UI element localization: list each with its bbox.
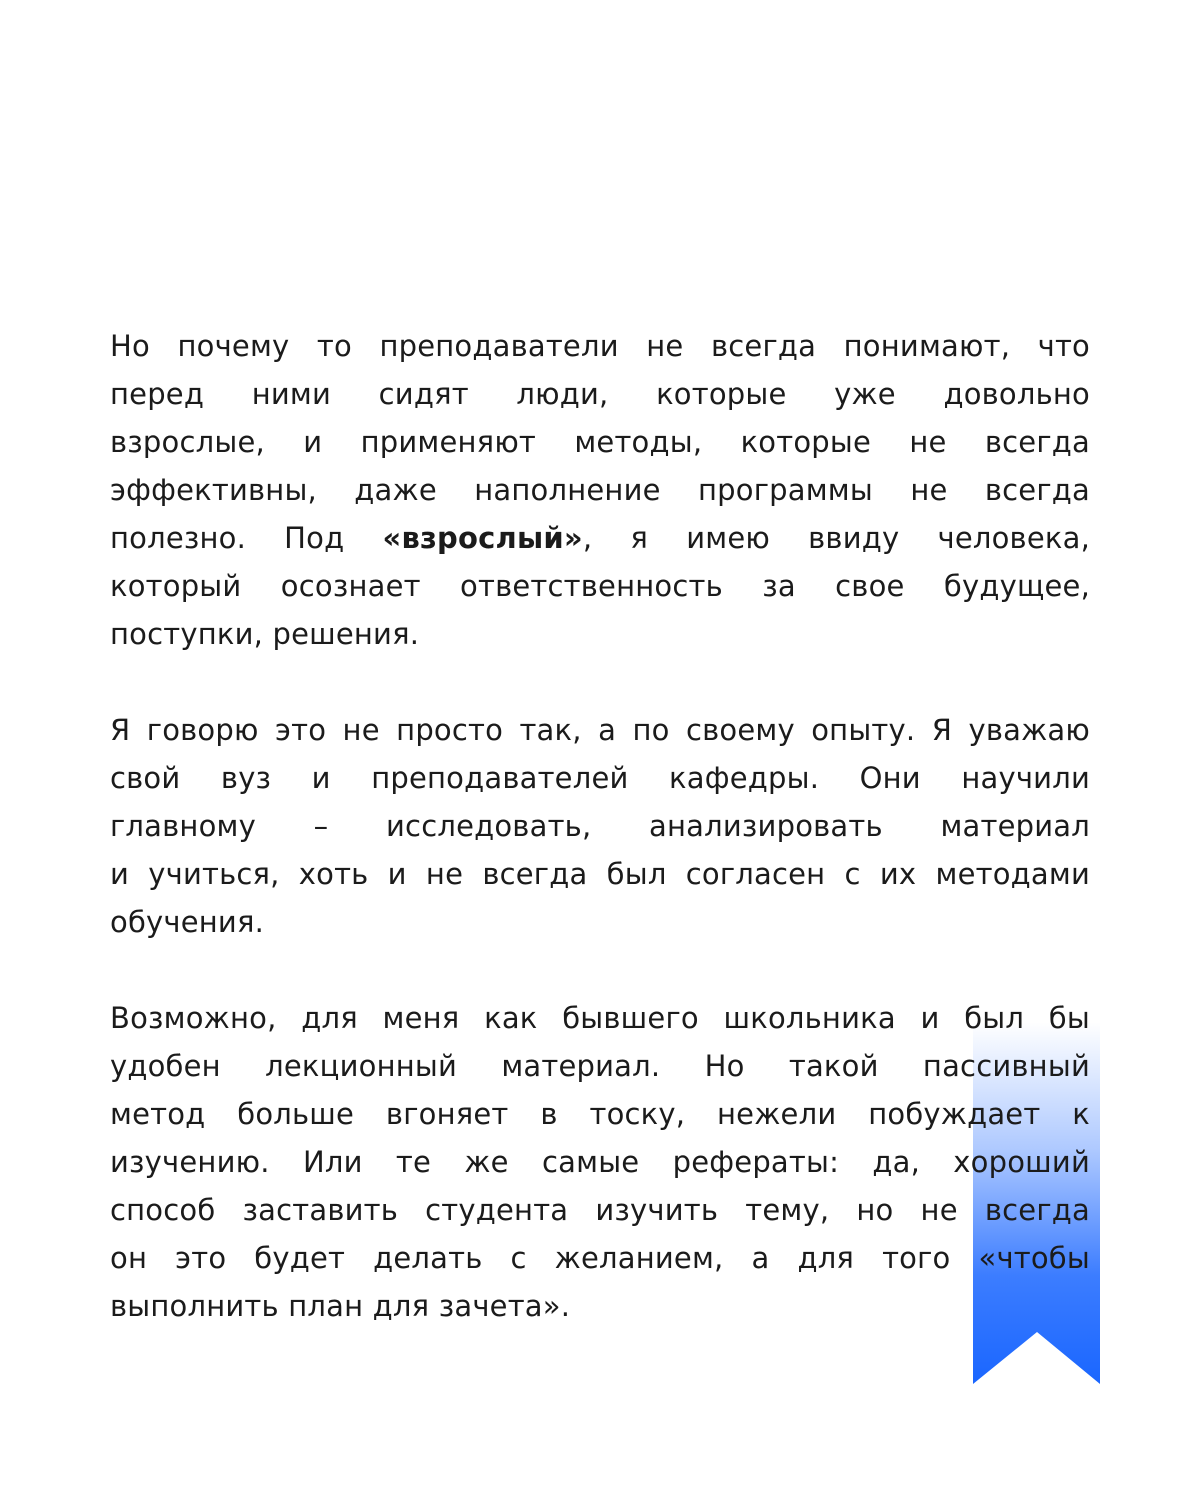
- text-segment: и учиться, хоть и не всегда был согласен с их методами: [110, 857, 1090, 891]
- text-line: [110, 1234, 1090, 1282]
- text-segment: взрослые, и применяют методы, которые не всегда: [110, 425, 1090, 459]
- text-segment: метод больше вгоняет в тоску, нежели побуждает к: [110, 1097, 1090, 1131]
- text-segment: перед ними сидят люди, которые уже довольно: [110, 377, 1090, 411]
- text-line: [110, 1138, 1090, 1186]
- text-line: [110, 802, 1090, 850]
- article-body: [110, 322, 1090, 1330]
- text-segment: изучению. Или те же самые рефераты: да, хороший: [110, 1145, 1090, 1179]
- text-line: [110, 322, 1090, 370]
- text-line: [110, 994, 1090, 1042]
- text-line: [110, 850, 1090, 898]
- paragraph-2: [110, 706, 1090, 946]
- text-line: [110, 562, 1090, 610]
- text-line: [110, 418, 1090, 466]
- text-segment: Возможно, для меня как бывшего школьника и был бы: [110, 1001, 1090, 1035]
- text-line: [110, 370, 1090, 418]
- text-line: [110, 1090, 1090, 1138]
- paragraph-3: [110, 994, 1090, 1330]
- text-line: [110, 466, 1090, 514]
- text-segment: удобен лекционный материал. Но такой пассивный: [110, 1049, 1090, 1083]
- text-segment: способ заставить студента изучить тему, но не всегда: [110, 1193, 1090, 1227]
- text-segment: главному – исследовать, анализировать материал: [110, 809, 1090, 843]
- text-line: [110, 754, 1090, 802]
- text-line: [110, 706, 1090, 754]
- text-segment: он это будет делать с желанием, а для того «чтобы: [110, 1241, 1090, 1275]
- text-line: [110, 898, 1090, 946]
- text-segment: поступки, решения.: [110, 617, 420, 651]
- text-segment: Я говорю это не просто так, а по своему опыту. Я уважаю: [110, 713, 1090, 747]
- text-segment: полезно. Под: [110, 521, 383, 555]
- text-segment: , я имею ввиду человека,: [582, 521, 1090, 555]
- text-segment: эффективны, даже наполнение программы не всегда: [110, 473, 1090, 507]
- text-line: [110, 610, 1090, 658]
- text-segment: выполнить план для зачета».: [110, 1289, 571, 1323]
- text-segment: который осознает ответственность за свое будущее,: [110, 569, 1090, 603]
- text-segment: свой вуз и преподавателей кафедры. Они научили: [110, 761, 1090, 795]
- text-segment: Но почему то преподаватели не всегда понимают, что: [110, 329, 1090, 363]
- emphasis-text: «взрослый»: [382, 521, 583, 555]
- paragraph-1: [110, 322, 1090, 658]
- text-line: [110, 1186, 1090, 1234]
- text-line: [110, 1282, 1090, 1330]
- text-line: [110, 514, 1090, 562]
- text-segment: обучения.: [110, 905, 265, 939]
- text-line: [110, 1042, 1090, 1090]
